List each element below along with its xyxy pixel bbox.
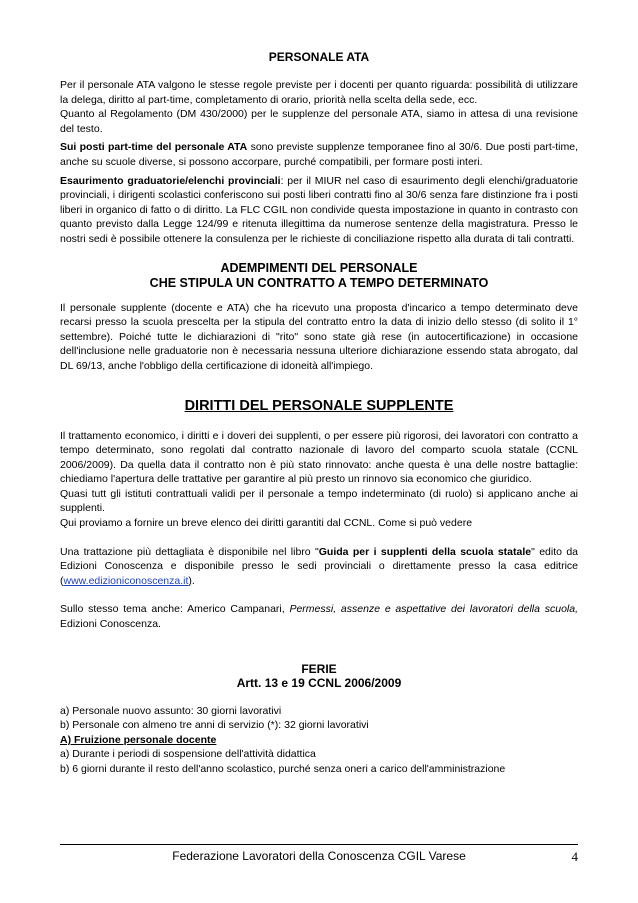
ata-paragraph-3: [60, 140, 578, 169]
ferie-fruizione-heading: [60, 733, 578, 748]
adempimenti-paragraph: Il personale supplente (docente e ATA) che ha ricevuto una proposta d'incarico a tempo determinato deve recarsi presso la scuola prescelta per la stipula del contratto entro la data di inizio dello stesso (di solito il 1° settembre). Poiché tutte le dichiarazioni di "rito" sono state già rese (in autocertificazione) in occasione dell'inclusione nelle graduatorie non è necessaria nessuna ulteriore dichiarazione essendo stata abrogato, dal DL 69/13, anche l'obbligo della certificazione di idoneità all'impiego.: [60, 301, 578, 372]
diritti-paragraph-campanari: [60, 602, 578, 631]
section-title-adempimenti-1: ADEMPIMENTI DEL PERSONALE: [220, 260, 418, 275]
ferie-fruizione-a: a) Durante i periodi di sospensione dell'attività didattica: [60, 748, 316, 761]
section-title-personale-ata: PERSONALE ATA: [268, 50, 370, 64]
campanari-book-title: Permessi, assenze e aspettative dei lavoratori della scuola,: [289, 603, 578, 616]
guida-book-title: Guida per i supplenti della scuola statale: [318, 545, 532, 558]
guida-text-b: " edito da Edizioni Conoscenza e disponibile presso le sedi provinciali o direttamente presso la casa editrice (: [60, 545, 579, 587]
ferie-line-b: b) Personale con almeno tre anni di servizio (*): 32 giorni lavorativi: [60, 719, 369, 732]
ferie-fruizione-b: b) 6 giorni durante il resto dell'anno scolastico, purché senza oneri a carico dell'amministrazione: [60, 763, 506, 775]
guida-text-a: Una trattazione più dettagliata è disponibile nel libro ": [60, 545, 319, 558]
section-title-adempimenti-2: CHE STIPULA UN CONTRATTO A TEMPO DETERMINATO: [149, 275, 489, 290]
page-number: 4: [571, 849, 578, 864]
footer-divider: [60, 844, 578, 845]
ferie-line-a: a) Personale nuovo assunto: 30 giorni lavorativi: [60, 704, 282, 717]
ata-paragraph-2: Quanto al Regolamento (DM 430/2000) per le supplenze del personale ATA, siamo in attesa di una revisione del testo.: [60, 108, 578, 135]
ata-p4-bold: Esaurimento graduatorie/elenchi provinciali: [60, 174, 281, 187]
ata-p4-text: : per il MIUR nel caso di esaurimento degli elenchi/graduatorie provinciali, i dirigenti scolastici conferiscono sui posti liberi contratti fino al 30/6 senza fare distinzione fra i posti liberi in organico di fatto o di diritto. La FLC CGIL non condivide questa impostazione in quanto in contrasto con quanto previsto dalla Legge 124/99 e ritenuta illegittima da numerose sentenze della magistratura. Presso le nostri sedi è possibile ottenere la consulenza per le richieste di conciliazione rispetto alla durata di tali contratti.: [60, 174, 579, 245]
diritti-paragraph-guida: [60, 545, 578, 589]
page-footer: [60, 849, 578, 864]
footer-organization: Federazione Lavoratori della Conoscenza CGIL Varese: [172, 849, 466, 863]
document-page: [60, 50, 578, 777]
fruizione-docente-title: A) Fruizione personale docente: [60, 733, 217, 746]
section-title-diritti: DIRITTI DEL PERSONALE SUPPLENTE: [184, 397, 454, 414]
campanari-text-b: Edizioni Conoscenza.: [60, 618, 161, 631]
diritti-paragraph-1: Il trattamento economico, i diritti e i doveri dei supplenti, o per essere più rigorosi, dei lavoratori con contratto a tempo determinato, sono regolati dal contratto nazionale di lavoro del comparto scuola statale (CCNL 2006/2009). Da quella data il contratto non è più stato rinnovato: anche questa è una delle nostre battaglie: chiediamo l'apertura delle trattative per garantire al più presto un rinnovo sia economico che giuridico.: [60, 429, 578, 486]
section-title-ferie: FERIE: [301, 661, 337, 676]
ata-p3-bold: Sui posti part-time del personale ATA: [60, 141, 248, 154]
ata-p3-text: sono previste supplenze temporanee fino al 30/6. Due posti part-time, anche su scuole diverse, si possono accorpare, purché compatibili, per formare posti interi.: [60, 141, 578, 168]
section-subtitle-ferie-articles: Artt. 13 e 19 CCNL 2006/2009: [236, 675, 402, 690]
ata-paragraph-1: Per il personale ATA valgono le stesse regole previste per i docenti per quanto riguarda: possibilità di utilizzare la delega, diritto al part-time, completamento di orario, priorità nella scelta della sede, ecc.: [60, 79, 578, 106]
guida-text-c: ).: [188, 574, 195, 587]
diritti-paragraph-2: Quasi tutt gli istituti contrattuali validi per il personale a tempo indeterminato (di ruolo) si applicano anche ai supplenti.: [60, 487, 578, 515]
campanari-text-a: Sullo stesso tema anche: Americo Campanari,: [60, 603, 290, 616]
diritti-paragraph-3: Qui proviamo a fornire un breve elenco dei diritti garantiti dal CCNL. Come si può vedere: [60, 517, 473, 530]
ata-paragraph-4: [60, 174, 578, 247]
publisher-link[interactable]: www.edizioniconoscenza.it: [63, 574, 189, 587]
